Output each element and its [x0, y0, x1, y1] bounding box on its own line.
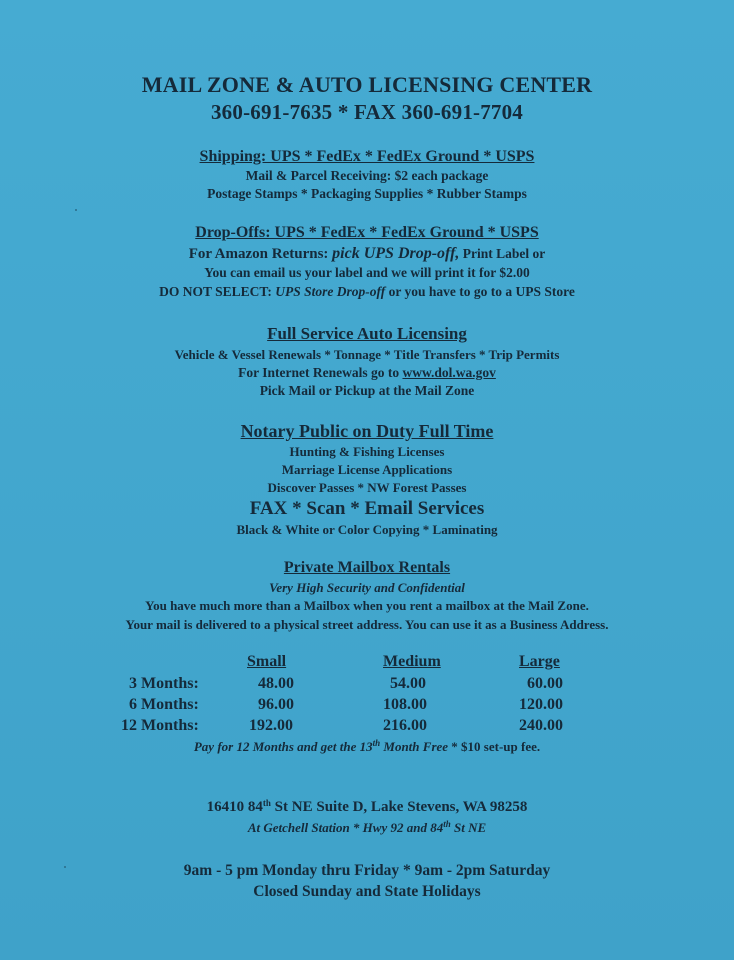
- mailbox-line-2: Your mail is delivered to a physical street address. You can use it as a Business Address.: [125, 617, 609, 632]
- address-line-2-sup: th: [443, 819, 451, 829]
- dropoffs-line-1: [0, 245, 734, 263]
- notary-line-4: Black & White or Color Copying * Laminating: [236, 522, 498, 537]
- price-3-small: 48.00: [258, 675, 294, 692]
- notary-line-1: Hunting & Fishing Licenses: [289, 444, 445, 459]
- shipping-line-1: Mail & Parcel Receiving: $2 each package: [245, 168, 489, 183]
- price-6-small: 96.00: [258, 696, 294, 713]
- price-6-medium: 108.00: [383, 696, 427, 713]
- col-small: Small: [247, 653, 287, 670]
- dropoffs-line-3-c: or you have to go to a UPS Store: [385, 284, 575, 299]
- shipping-heading: Shipping: UPS * FedEx * FedEx Ground * USPS: [199, 148, 535, 165]
- address-line-2-b: St NE: [450, 820, 487, 835]
- business-title: MAIL ZONE & AUTO LICENSING CENTER: [141, 72, 593, 97]
- price-12-medium: 216.00: [383, 717, 427, 734]
- pricing-note-b: Month Free: [380, 739, 449, 754]
- scan-speck: [64, 866, 66, 868]
- pricing-note: [0, 738, 734, 755]
- dropoffs-line-2: You can email us your label and we will print it for $2.00: [204, 265, 530, 280]
- price-3-large: 60.00: [527, 675, 563, 692]
- pricing-note-sup: th: [372, 738, 381, 748]
- mailbox-subheading: Very High Security and Confidential: [269, 580, 465, 595]
- fax-scan-email: FAX * Scan * Email Services: [249, 498, 485, 519]
- dropoffs-line-3: [0, 284, 734, 300]
- address-line-1: [0, 798, 734, 816]
- col-medium: Medium: [383, 653, 441, 670]
- pricing-note-a: Pay for 12 Months and get the 13: [193, 739, 373, 754]
- scan-speck: [75, 209, 77, 211]
- price-12-large: 240.00: [519, 717, 563, 734]
- dropoffs-line-1-a: For Amazon Returns:: [188, 246, 333, 262]
- shipping-line-2: Postage Stamps * Packaging Supplies * Rubber Stamps: [207, 186, 527, 201]
- address-line-1-b: St NE Suite D, Lake Stevens, WA 98258: [270, 799, 528, 815]
- address-line-1-a: 16410 84: [206, 799, 263, 815]
- col-large: Large: [519, 653, 560, 670]
- notary-line-3: Discover Passes * NW Forest Passes: [267, 480, 467, 495]
- auto-line-2: [0, 365, 734, 381]
- mailbox-line-1: You have much more than a Mailbox when you rent a mailbox at the Mail Zone.: [145, 598, 589, 613]
- dropoffs-line-3-b: UPS Store Drop-off: [275, 284, 386, 299]
- hours-line-1: 9am - 5 pm Monday thru Friday * 9am - 2pm Saturday: [183, 862, 551, 879]
- dropoffs-heading: Drop-Offs: UPS * FedEx * FedEx Ground * USPS: [195, 224, 539, 241]
- row-label-6-months: 6 Months:: [129, 696, 199, 713]
- auto-line-2-a: For Internet Renewals go to: [238, 365, 403, 380]
- notary-line-2: Marriage License Applications: [281, 462, 453, 477]
- price-12-small: 192.00: [249, 717, 293, 734]
- row-label-12-months: 12 Months:: [121, 717, 199, 734]
- pricing-note-c: * $10 set-up fee.: [448, 739, 541, 754]
- auto-heading: Full Service Auto Licensing: [267, 324, 467, 343]
- hours-line-2: Closed Sunday and State Holidays: [253, 883, 481, 900]
- address-line-2-a: At Getchell Station * Hwy 92 and 84: [247, 820, 444, 835]
- dropoffs-line-1-c: Print Label or: [459, 246, 546, 261]
- notary-heading: Notary Public on Duty Full Time: [240, 421, 494, 441]
- auto-line-3: Pick Mail or Pickup at the Mail Zone: [259, 383, 475, 398]
- dropoffs-line-3-a: DO NOT SELECT:: [159, 284, 276, 299]
- address-line-2: [0, 819, 734, 836]
- price-3-medium: 54.00: [390, 675, 426, 692]
- dropoffs-line-1-b: pick UPS Drop-off,: [332, 245, 460, 262]
- dol-website-link[interactable]: www.dol.wa.gov: [402, 365, 496, 380]
- phone-fax: 360-691-7635 * FAX 360-691-7704: [210, 100, 524, 124]
- price-6-large: 120.00: [519, 696, 563, 713]
- mailbox-heading: Private Mailbox Rentals: [283, 559, 451, 576]
- address-line-1-sup: th: [262, 798, 271, 808]
- row-label-3-months: 3 Months:: [129, 675, 199, 692]
- auto-line-1: Vehicle & Vessel Renewals * Tonnage * Title Transfers * Trip Permits: [174, 347, 560, 362]
